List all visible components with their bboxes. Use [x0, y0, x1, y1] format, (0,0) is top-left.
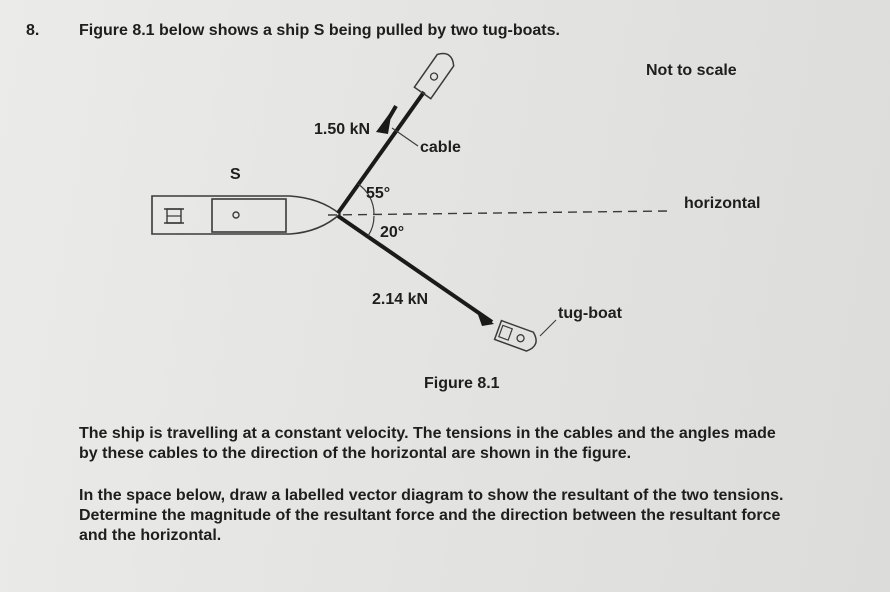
ship-label: S: [230, 166, 241, 183]
figure-caption: Figure 8.1: [424, 375, 500, 392]
cable-label: cable: [420, 139, 461, 156]
paragraph-1: [79, 424, 776, 464]
ship-porthole: [233, 212, 239, 218]
lower-tug-boat-icon: [495, 321, 539, 353]
horizontal-dashed-line: [328, 211, 668, 215]
question-intro: Figure 8.1 below shows a ship S being pulled by two tug-boats.: [79, 22, 560, 39]
paragraph-2-line-2: Determine the magnitude of the resultant force and the direction between the resultant force: [79, 507, 781, 524]
upper-angle-label: 55°: [366, 185, 391, 202]
tug-boat-leader-line: [540, 320, 556, 336]
paragraph-2-line-1: In the space below, draw a labelled vector diagram to show the resultant of the two tensions.: [79, 487, 784, 504]
not-to-scale-note: Not to scale: [646, 62, 737, 79]
ship-bridge: [212, 199, 286, 232]
lower-angle-arc: [368, 216, 374, 236]
ship-hull: [152, 196, 340, 234]
upper-force-label: 1.50 kN: [314, 121, 371, 138]
lower-angle-label: 20°: [380, 224, 405, 241]
horizontal-label: horizontal: [684, 195, 761, 212]
tug-boat-label: tug-boat: [558, 305, 622, 322]
lower-force-label: 2.14 kN: [372, 291, 429, 308]
ship-stern-icon: [164, 209, 184, 223]
question-number: 8.: [26, 22, 40, 39]
paragraph-2: [79, 486, 783, 546]
paragraph-1-line-1: The ship is travelling at a constant velocity. The tensions in the cables and the angles made: [79, 425, 776, 442]
paragraph-2-line-3: and the horizontal.: [79, 527, 222, 544]
lower-force-arrowhead: [476, 309, 494, 326]
paragraph-1-line-2: by these cables to the direction of the horizontal are shown in the figure.: [79, 445, 632, 462]
upper-tug-boat-icon: [414, 49, 457, 98]
cable-leader-line: [392, 128, 418, 146]
